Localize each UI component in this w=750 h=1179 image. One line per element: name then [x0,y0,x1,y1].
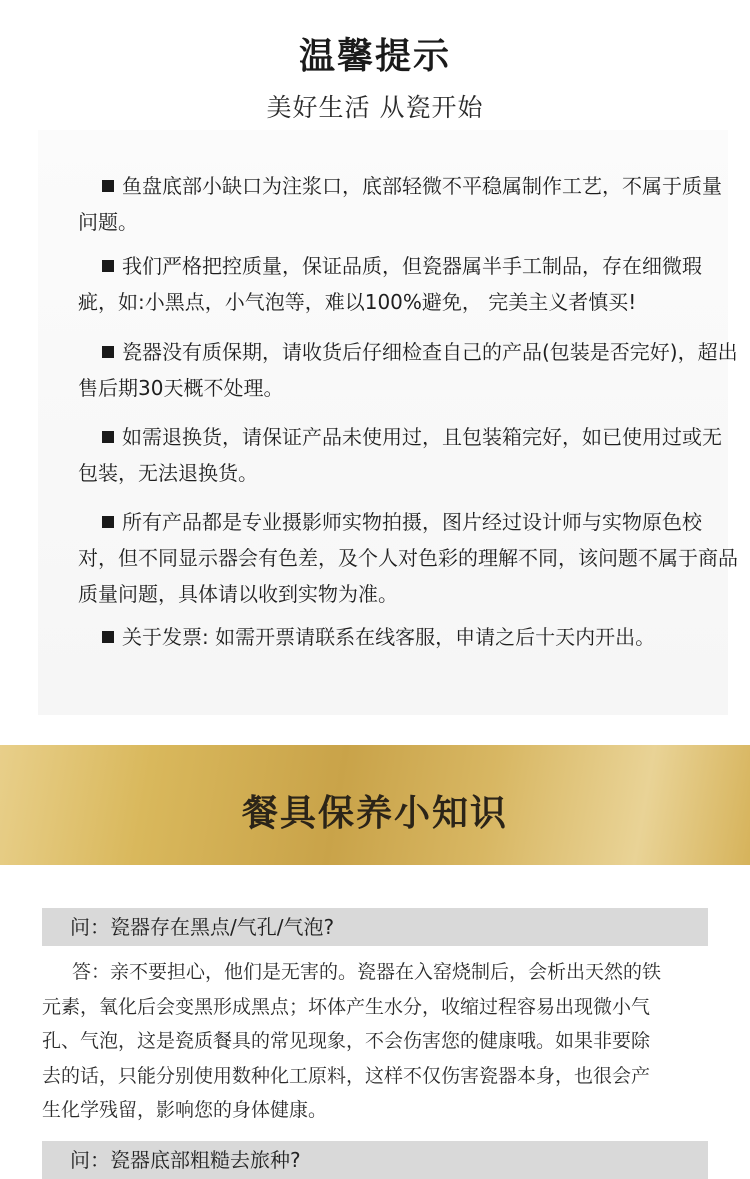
bullet-square-icon [102,516,114,528]
question-text: 问：瓷器存在黑点/气孔/气泡? [70,915,335,939]
question-text: 问：瓷器底部粗糙去旅种? [70,1148,301,1172]
bullet-square-icon [102,260,114,272]
page-title: 温馨提示 [298,35,451,77]
page-subtitle: 美好生活 从瓷开始 [266,93,484,122]
notice-item: 关于发票: 如需开票请联系在线客服，申请之后十天内开出。 [78,619,750,655]
bullet-square-icon [102,431,114,443]
answer-line: 生化学残留，影响您的身体健康。 [42,1099,328,1121]
answer-text [42,955,712,1128]
care-tips-banner [0,745,750,865]
notice-item: 鱼盘底部小缺口为注浆口，底部轻微不平稳属制作工艺，不属于质量 问题。 [78,174,722,234]
notice-item: 如需退换货，请保证产品未使用过，且包装箱完好，如已使用过或无 包装，无法退换货。 [78,425,722,485]
answer-line: 答：亲不要担心，他们是无害的。瓷器在入窑烧制后，会析出天然的铁 [72,961,662,983]
answer-line: 孔、气泡，这是瓷质餐具的常见现象，不会伤害您的健康哦。如果非要除 [42,1030,651,1052]
notice-item: 所有产品都是专业摄影师实物拍摄，图片经过设计师与实物原色校 对，但不同显示器会有色差，及个人对色彩的理解不同，该问题不属于商品 质量问题，具体请以收到实物为准。 [78,510,738,606]
bullet-square-icon [102,346,114,358]
qa-section [0,865,750,1172]
question-bar [42,908,708,946]
answer-line: 元素，氧化后会变黑形成黑点；坏体产生水分，收缩过程容易出现微小气 [42,995,651,1018]
banner-title: 餐具保养小知识 [241,792,508,834]
notice-item: 瓷器没有质保期，请收货后仔细检查自己的产品(包装是否完好)，超出 售后期30天概不处理。 [78,340,738,400]
notice-box [38,130,738,715]
notice-item: 我们严格把控质量，保证品质，但瓷器属半手工制品，存在细微瑕 疵，如:小黑点，小气泡等，难以100%避免， 完美主义者慎买! [78,254,702,314]
question-bar [42,1141,708,1179]
answer-line: 去的话，只能分别使用数种化工原料，这样不仅伤害瓷器本身，也很会产 [42,1064,651,1087]
bullet-square-icon [102,180,114,192]
bullet-square-icon [102,631,114,643]
